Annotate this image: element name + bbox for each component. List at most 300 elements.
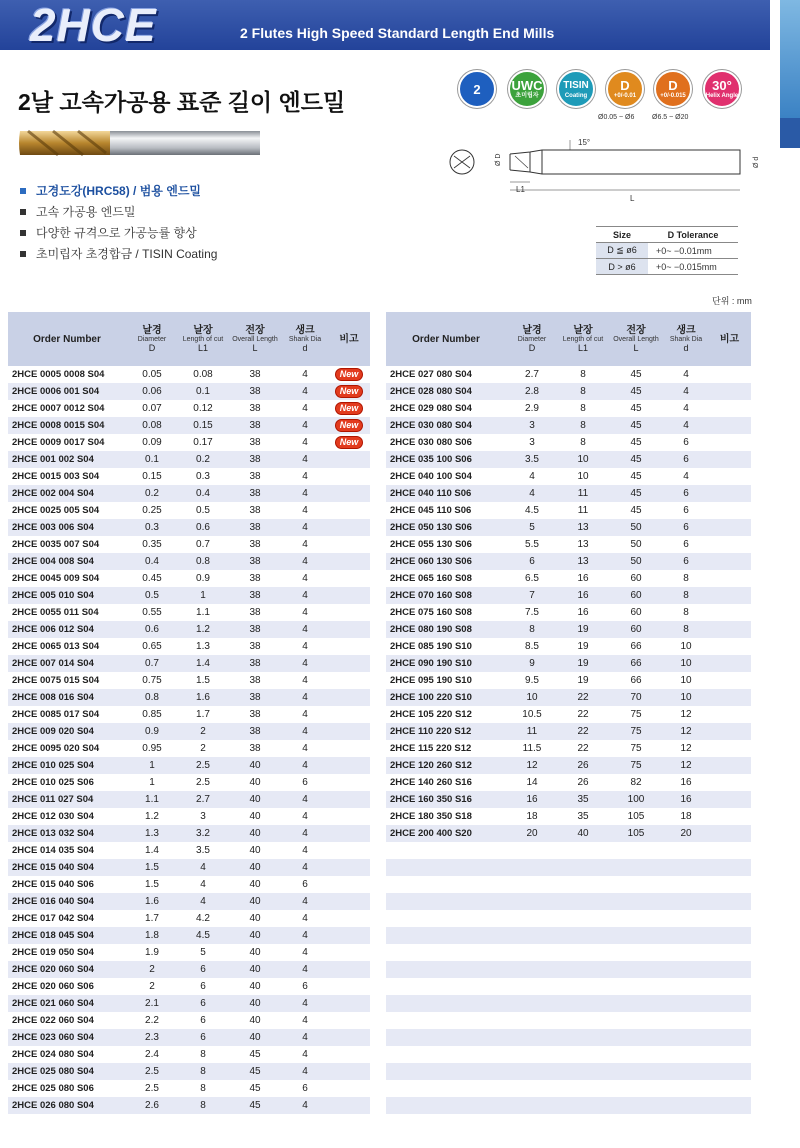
table-row — [386, 485, 751, 502]
cell-order-number — [386, 859, 506, 876]
cell-diameter — [506, 995, 558, 1012]
cell-length-of-cut: 0.4 — [178, 485, 228, 502]
cell-length-of-cut — [558, 995, 608, 1012]
cell-order-number: 2HCE 100 220 S10 — [386, 689, 506, 706]
cell-remark — [708, 961, 751, 978]
cell-order-number: 2HCE 0008 0015 S04 — [8, 417, 126, 434]
cell-remark — [328, 1029, 370, 1046]
table-row — [8, 1063, 370, 1080]
cell-diameter: 1 — [149, 777, 155, 788]
cell-overall-length: 40 — [249, 777, 261, 788]
cell-shank-dia: 4 — [282, 1029, 328, 1046]
cell-overall-length: 40 — [228, 995, 282, 1012]
cell-remark — [328, 706, 370, 723]
cell-order-number — [386, 944, 506, 961]
cell-remark — [328, 553, 370, 570]
cell-diameter: 10 — [506, 689, 558, 706]
cell-diameter: 2.5 — [145, 1083, 159, 1094]
cell-remark — [328, 876, 370, 893]
cell-length-of-cut: 2 — [178, 723, 228, 740]
cell-diameter: 6 — [506, 553, 558, 570]
cell-remark — [328, 587, 370, 604]
cell-remark — [708, 995, 751, 1012]
cell-length-of-cut: 8 — [178, 1063, 228, 1080]
cell-order-number: 2HCE 008 016 S04 — [8, 689, 126, 706]
cell-order-number: 2HCE 0009 0017 S04 — [12, 437, 105, 448]
cell-length-of-cut: 35 — [558, 791, 608, 808]
cell-diameter: 9.5 — [525, 675, 539, 686]
table-row — [386, 689, 751, 706]
table-row — [386, 1046, 751, 1063]
cell-diameter: 0.4 — [126, 553, 178, 570]
cell-diameter — [506, 1063, 558, 1080]
table-row — [386, 1029, 751, 1046]
cell-diameter: 16 — [506, 791, 558, 808]
cell-shank-dia: 6 — [683, 505, 689, 516]
cell-order-number: 2HCE 007 014 S04 — [8, 655, 126, 672]
end-mill-image — [18, 125, 263, 161]
cell-shank-dia: 4 — [664, 417, 708, 434]
cell-shank-dia: 4 — [302, 1015, 308, 1026]
cell-shank-dia: 6 — [683, 539, 689, 550]
cell-remark — [708, 366, 751, 383]
cell-shank-dia: 6 — [664, 553, 708, 570]
table-row — [386, 451, 751, 468]
cell-length-of-cut: 4 — [178, 893, 228, 910]
cell-length-of-cut: 40 — [558, 825, 608, 842]
table-row — [386, 842, 751, 859]
cell-length-of-cut: 0.12 — [193, 403, 213, 414]
tolerance-header-value: D Tolerance — [648, 227, 738, 243]
cell-order-number: 2HCE 085 190 S10 — [390, 641, 472, 652]
cell-order-number: 2HCE 160 350 S16 — [386, 791, 506, 808]
cell-remark — [328, 893, 370, 910]
cell-overall-length: 38 — [249, 675, 261, 686]
cell-order-number: 2HCE 0085 017 S04 — [12, 709, 100, 720]
cell-remark — [328, 689, 370, 706]
cell-shank-dia: 10 — [680, 675, 692, 686]
table-row — [386, 672, 751, 689]
cell-diameter: 2.7 — [525, 369, 539, 380]
cell-shank-dia: 4 — [683, 403, 689, 414]
table-row — [8, 808, 370, 825]
cell-diameter: 0.06 — [126, 383, 178, 400]
cell-shank-dia: 4 — [302, 743, 308, 754]
cell-length-of-cut — [558, 859, 608, 876]
cell-order-number — [386, 876, 506, 893]
range-small: Ø0.05 ~ Ø6 — [598, 114, 635, 121]
new-badge: New — [335, 385, 364, 398]
new-badge: New — [335, 368, 364, 381]
cell-diameter: 10.5 — [522, 709, 542, 720]
cell-overall-length: 45 — [630, 437, 642, 448]
cell-diameter: 0.8 — [126, 689, 178, 706]
cell-order-number: 2HCE 004 008 S04 — [8, 553, 126, 570]
cell-remark — [328, 451, 370, 468]
cell-overall-length: 40 — [228, 859, 282, 876]
table-row — [386, 621, 751, 638]
cell-remark — [328, 502, 370, 519]
cell-order-number: 2HCE 0035 007 S04 — [12, 539, 100, 550]
cell-diameter: 7 — [506, 587, 558, 604]
cell-remark — [328, 740, 370, 757]
cell-remark — [708, 621, 751, 638]
cell-diameter: 1.6 — [126, 893, 178, 910]
cell-shank-dia: 4 — [683, 369, 689, 380]
cell-overall-length: 40 — [249, 811, 261, 822]
cell-diameter: 18 — [526, 811, 538, 822]
cell-length-of-cut: 8 — [200, 1049, 206, 1060]
cell-remark — [708, 706, 751, 723]
cell-overall-length: 38 — [249, 437, 261, 448]
cell-shank-dia: 4 — [282, 893, 328, 910]
cell-overall-length — [608, 910, 664, 927]
cell-diameter: 0.75 — [142, 675, 162, 686]
cell-overall-length: 38 — [228, 621, 282, 638]
cell-length-of-cut: 1.2 — [178, 621, 228, 638]
cell-length-of-cut: 16 — [577, 573, 589, 584]
cell-order-number: 2HCE 0045 009 S04 — [12, 573, 100, 584]
cell-overall-length: 45 — [249, 1083, 261, 1094]
cell-length-of-cut: 16 — [577, 607, 589, 618]
cell-overall-length: 45 — [249, 1049, 261, 1060]
cell-shank-dia: 4 — [302, 471, 308, 482]
cell-diameter: 2.1 — [126, 995, 178, 1012]
tolerance-large-icon: D +0/-0.015 — [654, 70, 692, 108]
table-row — [8, 893, 370, 910]
col-remark: 비고 — [708, 312, 751, 366]
header-subtitle: 2 Flutes High Speed Standard Length End Mills — [240, 25, 555, 41]
tolerance-size: D ≦ ø6 — [596, 243, 648, 259]
cell-diameter: 1 — [126, 757, 178, 774]
cell-overall-length: 75 — [630, 709, 642, 720]
new-badge: New — [335, 419, 364, 432]
cell-length-of-cut: 13 — [558, 553, 608, 570]
cell-order-number: 2HCE 005 010 S04 — [8, 587, 126, 604]
cell-shank-dia: 12 — [664, 757, 708, 774]
cell-remark — [328, 995, 370, 1012]
cell-overall-length: 45 — [630, 369, 642, 380]
cell-length-of-cut: 8 — [580, 437, 586, 448]
cell-shank-dia: 4 — [282, 689, 328, 706]
cell-length-of-cut: 35 — [577, 811, 589, 822]
cell-diameter: 2.5 — [126, 1063, 178, 1080]
cell-diameter — [506, 1080, 558, 1097]
col-overall-length: 전장 Overall Length L — [228, 312, 282, 366]
table-row — [8, 468, 370, 485]
cell-order-number: 2HCE 050 130 S06 — [386, 519, 506, 536]
cell-diameter — [506, 859, 558, 876]
cell-overall-length — [608, 893, 664, 910]
cell-shank-dia: 4 — [282, 723, 328, 740]
cell-diameter: 0.2 — [126, 485, 178, 502]
col-order-number: Order Number — [386, 312, 506, 366]
cell-shank-dia: 4 — [282, 995, 328, 1012]
cell-overall-length: 40 — [228, 893, 282, 910]
cell-diameter: 2 — [126, 961, 178, 978]
cell-diameter: 0.15 — [142, 471, 162, 482]
cell-shank-dia: 4 — [282, 553, 328, 570]
cell-overall-length — [608, 927, 664, 944]
series-logo: 2HCE — [30, 0, 157, 51]
cell-length-of-cut — [558, 1080, 608, 1097]
cell-order-number — [386, 978, 506, 995]
cell-remark — [708, 842, 751, 859]
cell-diameter: 0.65 — [142, 641, 162, 652]
table-row — [8, 910, 370, 927]
cell-overall-length: 70 — [608, 689, 664, 706]
cell-order-number: 2HCE 002 004 S04 — [8, 485, 126, 502]
cell-diameter: 2.4 — [145, 1049, 159, 1060]
cell-diameter: 5 — [506, 519, 558, 536]
table-row — [386, 910, 751, 927]
cell-remark — [328, 604, 370, 621]
cell-length-of-cut: 2.7 — [178, 791, 228, 808]
table-row — [8, 791, 370, 808]
cell-length-of-cut: 4 — [200, 879, 206, 890]
col-overall-length: 전장 Overall Length L — [608, 312, 664, 366]
cell-overall-length: 50 — [608, 553, 664, 570]
cell-order-number: 2HCE 180 350 S18 — [390, 811, 472, 822]
table-row — [8, 961, 370, 978]
cell-length-of-cut: 22 — [558, 723, 608, 740]
cell-length-of-cut: 4 — [178, 859, 228, 876]
cell-diameter: 3.5 — [506, 451, 558, 468]
cell-order-number: 2HCE 120 260 S12 — [386, 757, 506, 774]
table-row — [386, 825, 751, 842]
cell-remark — [708, 1029, 751, 1046]
cell-order-number: 2HCE 027 080 S04 — [390, 369, 472, 380]
cell-length-of-cut: 5 — [200, 947, 206, 958]
cell-diameter: 0.05 — [142, 369, 162, 380]
col-length-of-cut: 날장 Length of cut L1 — [558, 312, 608, 366]
cell-remark — [328, 944, 370, 961]
cell-shank-dia: 8 — [664, 621, 708, 638]
table-row — [8, 587, 370, 604]
cell-order-number — [386, 1012, 506, 1029]
cell-order-number: 2HCE 025 080 S06 — [12, 1083, 94, 1094]
table-row — [8, 400, 370, 417]
cell-length-of-cut: 19 — [577, 641, 589, 652]
cell-length-of-cut: 8 — [178, 1097, 228, 1114]
cell-shank-dia: 10 — [680, 641, 692, 652]
table-row — [8, 995, 370, 1012]
cell-diameter: 5.5 — [525, 539, 539, 550]
cell-overall-length: 38 — [249, 709, 261, 720]
cell-length-of-cut: 8 — [558, 383, 608, 400]
cell-shank-dia — [664, 1097, 708, 1114]
cell-diameter: 0.35 — [142, 539, 162, 550]
cell-remark — [328, 757, 370, 774]
cell-order-number: 2HCE 012 030 S04 — [12, 811, 94, 822]
cell-order-number: 2HCE 200 400 S20 — [386, 825, 506, 842]
cell-shank-dia: 4 — [302, 1049, 308, 1060]
cell-overall-length: 45 — [608, 383, 664, 400]
cell-diameter: 0.09 — [142, 437, 162, 448]
cell-order-number: 2HCE 028 080 S04 — [386, 383, 506, 400]
svg-text:Ø D: Ø D — [495, 153, 502, 166]
cell-shank-dia — [664, 893, 708, 910]
cell-remark — [328, 791, 370, 808]
cell-length-of-cut: 8 — [580, 369, 586, 380]
cell-remark — [328, 366, 370, 383]
cell-order-number: 2HCE 020 060 S04 — [8, 961, 126, 978]
header-bar — [0, 0, 770, 50]
table-row — [8, 1046, 370, 1063]
table-row — [386, 468, 751, 485]
cell-remark — [708, 740, 751, 757]
cell-diameter: 1.5 — [126, 859, 178, 876]
cell-order-number: 2HCE 023 060 S04 — [8, 1029, 126, 1046]
cell-order-number: 2HCE 026 080 S04 — [8, 1097, 126, 1114]
feature-badges — [458, 70, 748, 120]
cell-length-of-cut: 1.1 — [196, 607, 210, 618]
table-row — [386, 1012, 751, 1029]
table-row — [8, 366, 370, 383]
cell-overall-length: 40 — [249, 845, 261, 856]
table-row — [386, 944, 751, 961]
cell-diameter: 7.5 — [525, 607, 539, 618]
cell-remark — [328, 570, 370, 587]
cell-shank-dia: 4 — [282, 961, 328, 978]
cell-diameter — [506, 876, 558, 893]
cell-overall-length: 38 — [228, 689, 282, 706]
tolerance-value: +0~ −0.015mm — [648, 259, 738, 275]
cell-remark — [328, 638, 370, 655]
cell-remark — [328, 927, 370, 944]
cell-overall-length: 38 — [249, 471, 261, 482]
col-diameter: 날경 Diameter D — [126, 312, 178, 366]
cell-overall-length: 40 — [249, 879, 261, 890]
cell-length-of-cut: 0.15 — [178, 417, 228, 434]
cell-remark — [708, 893, 751, 910]
cell-order-number: 2HCE 105 220 S12 — [390, 709, 472, 720]
cell-overall-length: 50 — [608, 519, 664, 536]
table-row — [8, 604, 370, 621]
table-row — [386, 927, 751, 944]
cell-shank-dia: 4 — [282, 1063, 328, 1080]
cell-diameter — [506, 927, 558, 944]
cell-diameter — [506, 1012, 558, 1029]
table-row — [8, 927, 370, 944]
table-row — [386, 366, 751, 383]
table-row — [8, 621, 370, 638]
cell-order-number: 2HCE 035 100 S06 — [386, 451, 506, 468]
cell-order-number: 2HCE 0006 001 S04 — [8, 383, 126, 400]
cell-overall-length: 45 — [608, 417, 664, 434]
table-row — [8, 859, 370, 876]
table-row — [386, 876, 751, 893]
cell-remark — [708, 485, 751, 502]
cell-diameter: 1.4 — [145, 845, 159, 856]
product-table-right — [386, 312, 751, 1114]
cell-diameter — [506, 893, 558, 910]
cell-length-of-cut — [558, 1063, 608, 1080]
cell-diameter — [506, 1046, 558, 1063]
table-row — [8, 485, 370, 502]
cell-order-number: 2HCE 029 080 S04 — [390, 403, 472, 414]
cell-shank-dia: 6 — [664, 519, 708, 536]
cell-overall-length — [608, 995, 664, 1012]
uwc-icon: UWC 초미립자 — [508, 70, 546, 108]
col-shank-dia: 생크 Shank Dia d — [282, 312, 328, 366]
cell-length-of-cut: 3 — [200, 811, 206, 822]
col-order-number: Order Number — [8, 312, 126, 366]
product-table-left — [8, 312, 370, 1114]
table-row — [386, 587, 751, 604]
cell-length-of-cut — [558, 893, 608, 910]
cell-shank-dia — [664, 1029, 708, 1046]
cell-length-of-cut: 1 — [178, 587, 228, 604]
cell-shank-dia: 4 — [302, 675, 308, 686]
cell-length-of-cut: 22 — [577, 743, 589, 754]
cell-shank-dia: 12 — [680, 709, 692, 720]
cell-length-of-cut: 26 — [558, 757, 608, 774]
cell-overall-length: 40 — [228, 927, 282, 944]
cell-diameter: 4 — [506, 485, 558, 502]
cell-remark — [328, 485, 370, 502]
table-row — [8, 502, 370, 519]
cell-length-of-cut: 0.08 — [193, 369, 213, 380]
cell-overall-length: 40 — [228, 961, 282, 978]
cell-remark — [708, 876, 751, 893]
cell-overall-length: 60 — [630, 607, 642, 618]
cell-shank-dia — [664, 842, 708, 859]
cell-shank-dia: 6 — [664, 451, 708, 468]
table-row — [8, 1029, 370, 1046]
cell-remark — [328, 468, 370, 485]
table-row — [386, 723, 751, 740]
cell-remark — [328, 978, 370, 995]
cell-overall-length: 38 — [249, 505, 261, 516]
table-row — [8, 655, 370, 672]
cell-length-of-cut: 11 — [577, 505, 589, 516]
cell-diameter: 0.1 — [126, 451, 178, 468]
cell-length-of-cut — [558, 910, 608, 927]
cell-remark — [708, 417, 751, 434]
table-row — [386, 655, 751, 672]
cell-remark — [328, 621, 370, 638]
cell-overall-length: 60 — [608, 587, 664, 604]
table-row — [386, 995, 751, 1012]
flute-count-icon: 2 — [458, 70, 496, 108]
table-row — [386, 774, 751, 791]
cell-diameter: 2.6 — [126, 1097, 178, 1114]
cell-order-number: 2HCE 001 002 S04 — [8, 451, 126, 468]
table-row — [386, 791, 751, 808]
cell-remark — [328, 672, 370, 689]
cell-order-number: 2HCE 055 130 S06 — [390, 539, 472, 550]
cell-length-of-cut: 1.4 — [178, 655, 228, 672]
cell-diameter: 2.8 — [506, 383, 558, 400]
cell-remark — [328, 383, 370, 400]
cell-overall-length: 38 — [228, 723, 282, 740]
cell-shank-dia: 4 — [282, 621, 328, 638]
cell-shank-dia: 18 — [680, 811, 692, 822]
cell-order-number: 2HCE 065 160 S08 — [390, 573, 472, 584]
cell-diameter: 0.85 — [142, 709, 162, 720]
cell-length-of-cut: 13 — [577, 539, 589, 550]
cell-remark — [708, 1012, 751, 1029]
cell-diameter: 0.08 — [126, 417, 178, 434]
cell-diameter: 0.9 — [126, 723, 178, 740]
table-row — [8, 519, 370, 536]
tolerance-small-icon: D +0/-0.01 — [606, 70, 644, 108]
cell-length-of-cut: 1.6 — [178, 689, 228, 706]
cell-overall-length: 66 — [630, 675, 642, 686]
cell-shank-dia: 12 — [664, 723, 708, 740]
cell-overall-length: 105 — [608, 825, 664, 842]
